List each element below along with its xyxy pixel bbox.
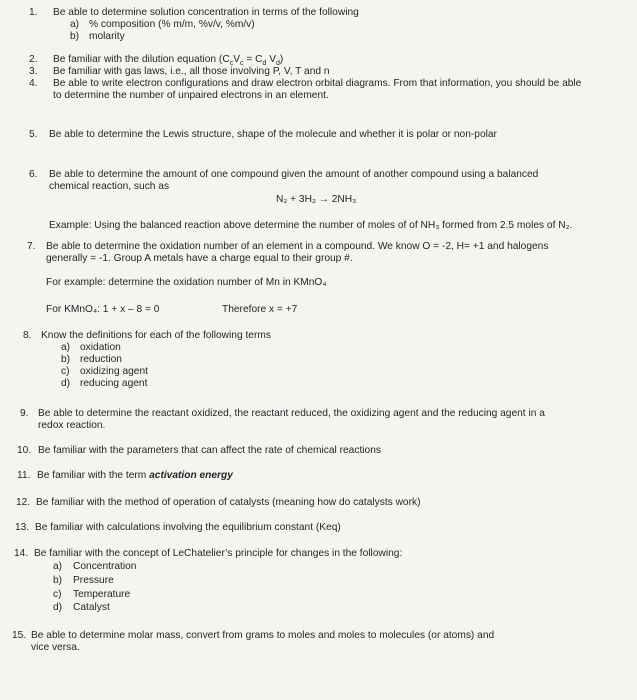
item-text: Be able to determine the amount of one compound given the amount of another compound using a balanced xyxy=(49,169,539,180)
sub-letter: b) xyxy=(61,354,71,365)
item-number: 14. xyxy=(14,548,29,559)
sub-text: oxidizing agent xyxy=(80,366,148,377)
sub-text: oxidation xyxy=(80,342,121,353)
term-prefix: Be familiar with the term xyxy=(37,470,150,481)
item-number: 11. xyxy=(17,470,31,481)
sub-text: Temperature xyxy=(73,589,131,600)
item-text xyxy=(37,470,233,483)
item-text: Be able to determine solution concentration in terms of the following xyxy=(53,7,359,18)
item-text: Be able to determine the Lewis structure, shape of the molecule and whether it is polar or non-polar xyxy=(49,129,497,140)
sub-letter: b) xyxy=(53,575,63,586)
item-text: Be able to determine the oxidation number of an element in a compound. We know O = -2, H= +1 and halogens xyxy=(46,241,549,252)
item-number: 8. xyxy=(23,330,32,341)
dilution-text: Be familiar with the dilution equation (C xyxy=(53,54,230,65)
result-text: Therefore x = +7 xyxy=(222,304,298,315)
sub-letter: a) xyxy=(70,19,80,30)
balanced-reaction: N₂ + 3H₂ → 2NH₃ xyxy=(276,194,357,205)
item-number: 1. xyxy=(29,7,38,18)
sub-text: Concentration xyxy=(73,561,137,572)
item-text: Know the definitions for each of the following terms xyxy=(41,330,271,341)
item-number: 5. xyxy=(29,129,38,140)
item-number: 2. xyxy=(29,54,38,65)
sub-text: reduction xyxy=(80,354,122,365)
sub-letter: b) xyxy=(70,31,80,42)
example-text: For example: determine the oxidation number of Mn in KMnO₄ xyxy=(46,277,327,288)
sub-letter: a) xyxy=(53,561,63,572)
item-text-cont: generally = -1. Group A metals have a charge equal to their group #. xyxy=(46,253,353,264)
item-number: 6. xyxy=(29,169,38,180)
item-text: Be familiar with gas laws, i.e., all those involving P, V, T and n xyxy=(53,66,330,77)
item-number: 4. xyxy=(29,78,38,89)
sub-text: Catalyst xyxy=(73,602,110,613)
item-number: 12. xyxy=(16,497,31,508)
term-emphasis: activation energy xyxy=(149,470,233,481)
item-number: 9. xyxy=(20,408,29,419)
calculation-text: For KMnO₄: 1 + x – 8 = 0 xyxy=(46,304,160,315)
sub-text: Pressure xyxy=(73,575,114,586)
item-text: Be able to determine the reactant oxidized, the reactant reduced, the oxidizing agent and the reducing agent in a xyxy=(38,408,545,419)
item-text: Be familiar with the parameters that can affect the rate of chemical reactions xyxy=(38,445,381,456)
sub-letter: d) xyxy=(53,602,63,613)
item-text: Be familiar with the concept of LeChatelier’s principle for changes in the following: xyxy=(34,548,403,559)
sub-text: molarity xyxy=(89,31,125,42)
sub-text: reducing agent xyxy=(80,378,148,389)
item-number: 13. xyxy=(15,522,30,533)
item-number: 7. xyxy=(27,241,36,252)
item-text: Be familiar with calculations involving the equilibrium constant (Keq) xyxy=(35,522,341,533)
sub-text: % composition (% m/m, %v/v, %m/v) xyxy=(89,19,255,30)
sub-letter: d) xyxy=(61,378,71,389)
item-number: 10. xyxy=(17,445,32,456)
item-text-cont: to determine the number of unpaired electrons in an element. xyxy=(53,90,329,101)
item-text: Be able to determine molar mass, convert from grams to moles and moles to molecules (or atoms) and xyxy=(31,630,495,641)
item-text-cont: chemical reaction, such as xyxy=(49,181,170,192)
example-text: Example: Using the balanced reaction above determine the number of moles of of NH₃ formed from 2.5 moles of N₂. xyxy=(49,220,573,231)
item-text-cont: vice versa. xyxy=(31,642,80,653)
sub-letter: c) xyxy=(53,589,62,600)
item-text: Be familiar with the method of operation of catalysts (meaning how do catalysts work) xyxy=(36,497,421,508)
sub-letter: a) xyxy=(61,342,71,353)
item-number: 15. xyxy=(12,630,27,641)
sub-letter: c) xyxy=(61,366,70,377)
item-text-cont: redox reaction. xyxy=(38,420,106,431)
item-text: Be familiar with the dilution equation ($C_cV_c = C_d$ $V_d$) xyxy=(53,54,284,68)
item-text: Be able to write electron configurations and draw electron orbital diagrams. From that information, you should be able xyxy=(53,78,582,89)
dilution-close: ) xyxy=(279,54,284,65)
item-number: 3. xyxy=(29,66,38,77)
